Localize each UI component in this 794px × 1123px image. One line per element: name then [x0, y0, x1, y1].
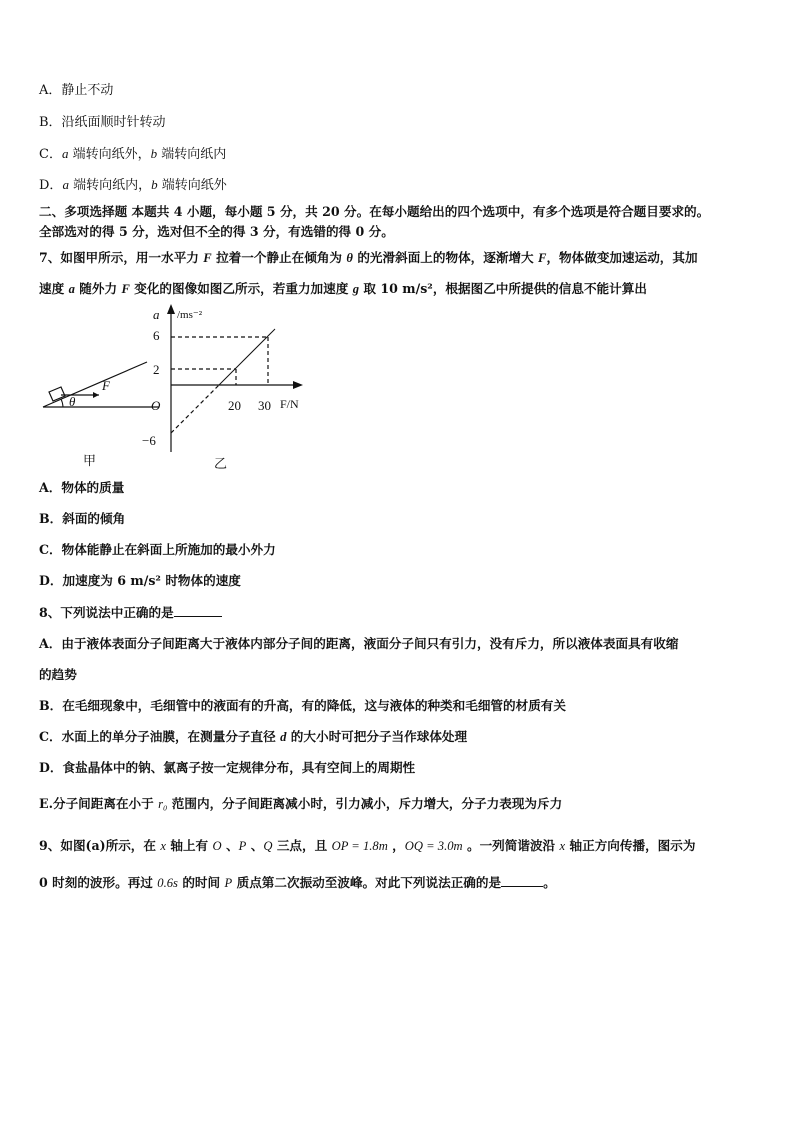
- graph-y-arrow: [167, 304, 175, 314]
- tick-2: 2: [153, 362, 160, 377]
- q9-text: 轴上有: [165, 838, 213, 853]
- incline-diagram: [43, 362, 159, 409]
- q6-option-c-prefix: C．: [39, 147, 62, 162]
- q7-text: ，物体做变加速运动，其加: [546, 250, 698, 265]
- incline-slope: [43, 362, 147, 407]
- q7-symbol-f: F: [538, 251, 547, 265]
- section2-line1: 二、多项选择题 本题共 4 小题，每小题 5 分，共 20 分。在每小题给出的四个选项中，有多个选项是符合题目要求的。: [39, 204, 710, 219]
- q9-text: 质点第二次振动至波峰。对此下列说法正确的是: [232, 875, 502, 890]
- q8-option-e-text: 范围内，分子间距离减小时，引力减小，斥力增大，分子力表现为斥力: [167, 796, 563, 811]
- graph-line-dashed: [171, 385, 219, 433]
- q6-option-d-b: b: [151, 177, 158, 192]
- q6-option-c-mid: 端转向纸外，: [68, 147, 151, 162]
- q6-option-c: [39, 145, 226, 164]
- q6-option-c-a: a: [61, 146, 69, 161]
- q8-symbol-r0: r₀: [158, 797, 168, 811]
- q9-oq-expression: OQ = 3.0m: [404, 839, 463, 853]
- angle-arc: [61, 399, 63, 407]
- q9-answer-blank: [501, 874, 543, 887]
- q7-figure-svg: [39, 302, 319, 474]
- q9-text: 。: [543, 875, 556, 890]
- q8-answer-blank: [174, 604, 222, 617]
- q8-stem: [39, 604, 222, 622]
- graph-y-unit: /ms⁻²: [177, 309, 202, 321]
- q9-text: 的时间: [177, 875, 225, 890]
- q7-option-d: D．加速度为 6 m/s² 时物体的速度: [39, 573, 241, 588]
- q6-option-a: A．静止不动: [39, 83, 114, 98]
- angle-label: θ: [69, 394, 76, 409]
- q7-symbol-g: g: [352, 282, 360, 296]
- tick-20: 20: [228, 398, 241, 413]
- section2-line2: 全部选对的得 5 分，选对但不全的得 3 分，有选错的得 0 分。: [39, 224, 394, 239]
- q9-time: 0.6s: [157, 876, 178, 890]
- force-arrow-head: [93, 392, 99, 398]
- q9-text: 三点，且: [272, 838, 332, 853]
- q6-option-d-a: a: [62, 177, 69, 192]
- q6-option-d-mid: 端转向纸内，: [68, 178, 152, 193]
- graph-y-label: a: [153, 307, 160, 322]
- q6-option-b: B．沿纸面顺时针转动: [39, 115, 166, 130]
- q8-stem-text: 8、下列说法中正确的是: [39, 605, 174, 620]
- q8-option-e: [39, 795, 562, 813]
- q9-stem-line1: [39, 837, 695, 855]
- graph-x-label: F/N: [280, 397, 299, 411]
- q7-symbol-f: F: [203, 251, 212, 265]
- q6-option-c-b: b: [150, 146, 158, 161]
- q7-text: 7、如图甲所示，用一水平力: [39, 250, 204, 265]
- q7-stem-line1: [39, 249, 698, 267]
- q7-text: 速度: [39, 281, 69, 296]
- q8-option-c: [39, 728, 467, 746]
- q7-symbol-f: F: [121, 282, 130, 296]
- q8-option-b: B．在毛细现象中，毛细管中的液面有的升高，有的降低，这与液体的种类和毛细管的材质有关: [39, 698, 566, 713]
- q6-option-c-suffix: 端转向纸内: [157, 147, 227, 162]
- q9-symbol-x: x: [559, 839, 566, 853]
- q8-option-e-text: E.分子间距离在小于: [39, 796, 159, 811]
- q8-option-c-text: 的大小时可把分子当作球体处理: [286, 729, 468, 744]
- q7-option-a: A．物体的质量: [39, 480, 125, 495]
- q7-symbol-theta: θ: [346, 251, 353, 265]
- caption-jia: 甲: [83, 453, 97, 468]
- q8-symbol-d: d: [280, 730, 287, 744]
- q9-text: 9、如图(a)所示，在: [39, 838, 161, 853]
- tick-neg6: −6: [142, 433, 156, 448]
- q9-stem-line2: [39, 874, 556, 892]
- q9-op-expression: OP = 1.8m: [331, 839, 388, 853]
- q9-symbol-p: P: [224, 876, 233, 890]
- caption-yi: 乙: [214, 456, 228, 471]
- q7-figure: [39, 302, 319, 474]
- q9-text: 轴正方向传播，图示为: [565, 838, 696, 853]
- q7-text: 的光滑斜面上的物体，逐渐增大: [352, 250, 539, 265]
- q9-symbol-q: Q: [263, 839, 273, 853]
- q9-text: 、: [246, 838, 264, 853]
- q7-text: 随外力: [74, 281, 122, 296]
- q8-option-a-line1: A．由于液体表面分子间距离大于液体内部分子间的距离，液面分子间只有引力，没有斥力，所以液体表面具有收缩: [39, 636, 679, 651]
- q8-option-d: D．食盐晶体中的钠、氯离子按一定规律分布，具有空间上的周期性: [39, 760, 416, 775]
- q7-text: 拉着一个静止在倾角为: [211, 250, 347, 265]
- tick-30: 30: [258, 398, 271, 413]
- q9-symbol-o: O: [212, 839, 222, 853]
- q6-option-d-prefix: D．: [39, 178, 63, 193]
- graph-x-arrow: [293, 381, 303, 389]
- q9-text: 。一列简谐波沿: [462, 838, 560, 853]
- q9-symbol-x: x: [160, 839, 166, 853]
- q8-option-a-line2: 的趋势: [39, 667, 77, 682]
- graph: [142, 304, 303, 452]
- q9-symbol-p: P: [238, 839, 247, 853]
- q7-stem-line2: [39, 280, 647, 298]
- q7-text: 取 10 m/s²，根据图乙中所提供的信息不能计算出: [359, 281, 647, 296]
- q9-text: ，: [387, 838, 405, 853]
- graph-origin: O: [151, 398, 161, 413]
- q7-symbol-a: a: [68, 282, 75, 296]
- q9-text: 0 时刻的波形。再过: [39, 875, 158, 890]
- q6-option-d: [39, 176, 227, 195]
- q7-option-c: C．物体能静止在斜面上所施加的最小外力: [39, 542, 276, 557]
- force-label: F: [102, 378, 110, 393]
- tick-6: 6: [153, 328, 160, 343]
- q6-option-d-suffix: 端转向纸外: [157, 178, 227, 193]
- q8-option-c-text: C．水面上的单分子油膜，在测量分子直径: [39, 729, 281, 744]
- q7-option-b: B．斜面的倾角: [39, 511, 126, 526]
- q7-text: 变化的图像如图乙所示，若重力加速度: [129, 281, 353, 296]
- q9-text: 、: [221, 838, 239, 853]
